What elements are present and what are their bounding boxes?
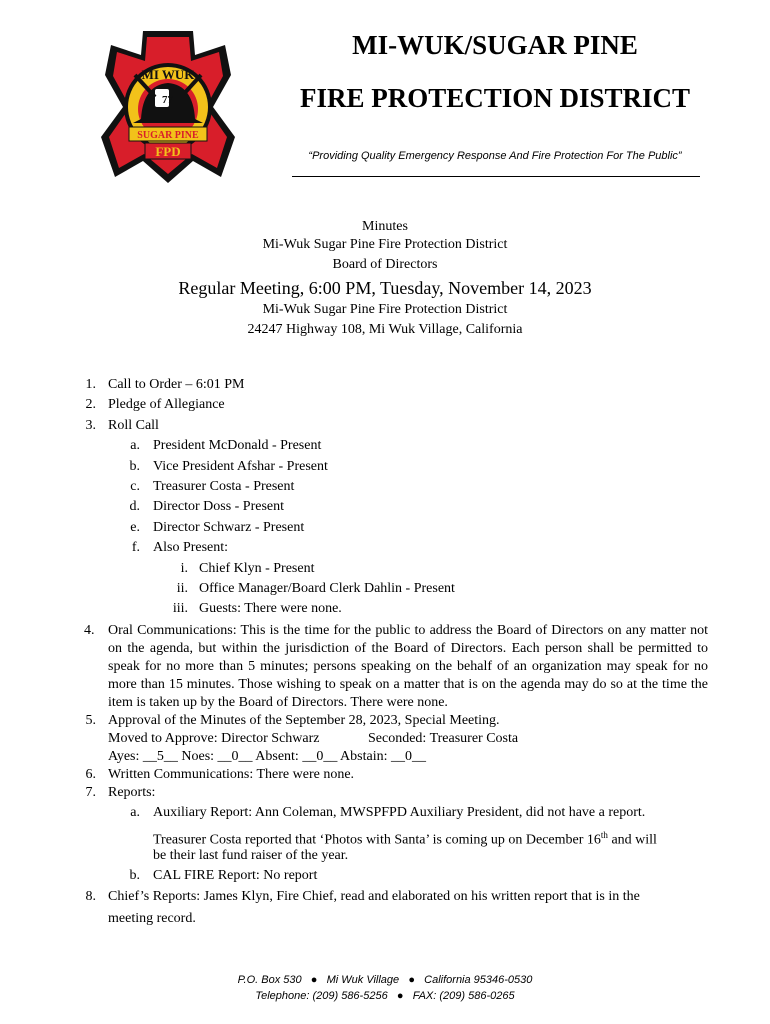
list-item: ii. Office Manager/Board Clerk Dahlin - Present bbox=[176, 580, 455, 596]
meeting-heading: Regular Meeting, 6:00 PM, Tuesday, November 14, 2023 bbox=[178, 278, 592, 298]
minutes-label: Minutes bbox=[362, 219, 408, 234]
list-item: a. Auxiliary Report: Ann Coleman, MWSPFPD Auxiliary President, did not have a report. bbox=[130, 804, 646, 820]
list-item-continued: be their last fund raiser of the year. bbox=[153, 847, 349, 863]
list-item: 4. Oral Communications: This is the time for the public to address the Board of Directors on any matter not on the agenda, but within the jurisdiction of the Board of Directors. Each person shall be permitted to speak for no more than 5 minutes; persons speaking on the behalf of an organization may speak for no more than 15 minutes. Those wishing to speak on a matter that is on the agenda may do so at the time the item is taken up by the Board of Directors. There were none. bbox=[84, 622, 708, 710]
district-title-line1: MI-WUK/SUGAR PINE bbox=[352, 30, 638, 60]
list-item: 6. Written Communications: There were none. bbox=[85, 766, 355, 782]
meeting-address: 24247 Highway 108, Mi Wuk Village, California bbox=[247, 322, 523, 337]
fire-district-logo bbox=[95, 27, 241, 185]
logo-fpd-text: FPD bbox=[155, 144, 181, 159]
location-name: Mi-Wuk Sugar Pine Fire Protection District bbox=[262, 302, 508, 317]
bullet-icon: ● bbox=[408, 974, 415, 986]
bullet-icon: ● bbox=[310, 974, 318, 986]
list-item: 2. Pledge of Allegiance bbox=[85, 397, 225, 413]
list-item: c. Treasurer Costa - Present bbox=[130, 478, 295, 494]
list-item: d. Director Doss - Present bbox=[129, 499, 285, 515]
district-title-line2: FIRE PROTECTION DISTRICT bbox=[299, 83, 691, 113]
list-item: 3. Roll Call bbox=[85, 417, 159, 433]
list-item: a. President McDonald - Present bbox=[130, 438, 322, 454]
bullet-icon: ● bbox=[396, 990, 404, 1002]
list-item: 5. Approval of the Minutes of the September 28, 2023, Special Meeting. bbox=[85, 712, 500, 728]
tagline: “Providing Quality Emergency Response And Fire Protection For The Public” bbox=[308, 150, 682, 162]
footer-contact: Telephone: (209) 586-5256 ● FAX: (209) 586-0265 bbox=[255, 990, 515, 1002]
list-item: f. Also Present: bbox=[131, 540, 229, 556]
list-item: 1. Call to Order – 6:01 PM bbox=[85, 377, 245, 392]
district-name: Mi-Wuk Sugar Pine Fire Protection District bbox=[262, 237, 508, 252]
logo-band-text: SUGAR PINE bbox=[137, 130, 199, 141]
vote-line: Ayes: __5__ Noes: __0__ Absent: __0__ Abstain: __0__ bbox=[108, 748, 426, 764]
list-item: e. Director Schwarz - Present bbox=[130, 519, 305, 535]
header-divider bbox=[292, 176, 700, 177]
agenda-list bbox=[0, 375, 770, 930]
list-item-continued: Treasurer Costa reported that ‘Photos with Santa’ is coming up on December 16th and will bbox=[153, 829, 657, 848]
logo-top-text: MI WUK bbox=[141, 67, 195, 82]
list-item: 8. Chief’s Reports: James Klyn, Fire Chief, read and elaborated on his written report that is in the bbox=[85, 888, 640, 904]
list-item: b. CAL FIRE Report: No report bbox=[129, 867, 318, 883]
footer-address: P.O. Box 530 ● Mi Wuk Village ● California 95346-0530 bbox=[237, 974, 533, 986]
motion-line: Moved to Approve: Director Schwarz Seconded: Treasurer Costa bbox=[108, 730, 519, 746]
list-item: b. Vice President Afshar - Present bbox=[129, 458, 328, 474]
board-name: Board of Directors bbox=[332, 257, 438, 272]
list-item: i. Chief Klyn - Present bbox=[180, 560, 315, 576]
list-item-continued: meeting record. bbox=[108, 910, 196, 926]
logo-number: 77 bbox=[162, 94, 173, 106]
list-item: 7. Reports: bbox=[85, 784, 156, 800]
list-item: iii. Guests: There were none. bbox=[172, 601, 342, 617]
